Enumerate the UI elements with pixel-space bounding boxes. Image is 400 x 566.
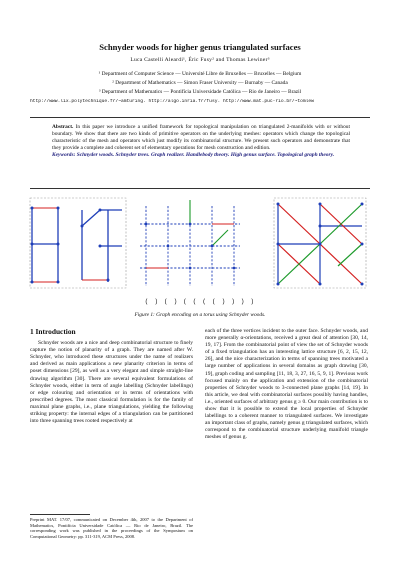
figure-caption-text: Figure 1: Graph encoding on a torus using Schnyder woods. <box>134 312 266 318</box>
figure-caption <box>0 312 400 318</box>
affiliation-3: ³ Department of Mathematics — Pontifícia Universidade Católica — Rio de Janeiro — Brazil <box>98 89 302 95</box>
figure-encoding-string: ( ) ( ) ( ( ( ( ) ) ) ) <box>144 298 256 305</box>
intro-left-column <box>30 328 193 425</box>
footnote-rule <box>30 514 90 515</box>
abstract-bottom-rule <box>30 188 370 189</box>
affiliation-2: ² Department of Mathematics — Simon Fraser University — Burnaby — Canada <box>112 80 288 86</box>
figure-panel-right <box>274 198 366 288</box>
abstract-text: In this paper we introduce a unified framework for topological manipulation on triangulated 2-manifolds with or without boundary. We show that there are two kinds of primitive operators on the underlying meshes: operators which change the topological characteristic of the mesh and operators which just modify its combinatorial structure. We present such operators and demonstrate that they provide a complete and coherent set of elementary operations for mesh construction and edition. <box>52 124 350 152</box>
section-title: 1 Introduction <box>30 327 76 336</box>
figure-panel-left <box>30 198 126 288</box>
author-list: Luca Castelli Aleardi¹, Éric Fusy² and Thomas Lewiner³ <box>130 57 270 63</box>
figure-panel-middle <box>140 200 240 286</box>
keywords-label: Keywords: <box>52 152 76 159</box>
abstract-top-rule <box>30 117 370 118</box>
intro-right-column <box>205 328 368 442</box>
keywords-text: Schnyder woods. Schnyder trees. Graph realizer. Handlebody theory. High genus surface. Topological graph theory. <box>76 152 335 159</box>
author-urls[interactable]: http://www.lix.polytechnique.fr/~amturing. http://algo.inria.fr/fusy. http://www.mat.puc-rio.br/~tomlew <box>30 99 314 104</box>
abstract-label: Abstract. <box>52 124 74 130</box>
abstract-block <box>52 124 350 159</box>
paper-title: Schnyder woods for higher genus triangulated surfaces <box>99 42 301 52</box>
affiliation-1: ¹ Department of Computer Science — Université Libre de Bruxelles — Bruxelles — Belgium <box>98 71 302 77</box>
footnote: Preprint MAT. 17/07, communicated on December 4th, 2007 to the Department of Mathematics, Pontifícia Universidade Católica — Rio de Janeiro, Brazil. The corresponding work was published in the proceedings of the Symposium on Computational Geometry: pp. 311-319, ACM Press, 2008. <box>30 517 193 540</box>
intro-paragraph-left: Schnyder woods are a nice and deep combinatorial structure to finely capture the notion of planarity of a graph. They are named after W. Schnyder, who introduced these structures under the name of realizers and derived as main applications a new planarity criterion in terms of poset dimensions [29], as well as a very elegant and simple straight-line drawing algorithm [30]. There are several equivalent formulations of Schnyder woods, either in term of angle labelling (Schnyder labellings) or edge colouring and orientation or in terms of orientations with prescribed degrees. The most classical formulation is for the family of maximal plane graphs, i.e., plane triangulations, yielding the following striking property: the internal edges of a triangulation can be partitioned into three spanning trees rooted respectively at <box>30 340 193 425</box>
intro-paragraph-right: each of the three vertices incident to the outer face. Schnyder woods, and more generally α-orientations, received a great deal of attention [30, 14, 19, 17]. From the combinatorial point of view the set of Schnyder woods of a fixed triangulation has an interesting lattice structure [6, 2, 15, 12, 26], and the nice characterization in terms of spanning trees motivated a large number of applications in several domains as graph drawing [30, 19], graph coding and sampling [11, 18, 3, 27, 16, 5, 9, 1]. Previous work focused mainly on the application and extension of the combinatorial properties of Schnyder woods to 3-connected plane graphs [14, 19]. In this article, we deal with combinatorial surfaces possibly having handles, i.e., oriented surfaces of arbitrary genus g ≥ 0. Our main contribution is to show that it is possible to extend the local properties of Schnyder labellings to a coherent manner to triangulated surfaces. We investigate an important class of graphs, namely genus g triangulated surfaces, which correspond to the combinatorial structure underlying manifold triangle meshes of genus g. <box>205 328 368 441</box>
figure-1-graphic <box>28 196 374 294</box>
